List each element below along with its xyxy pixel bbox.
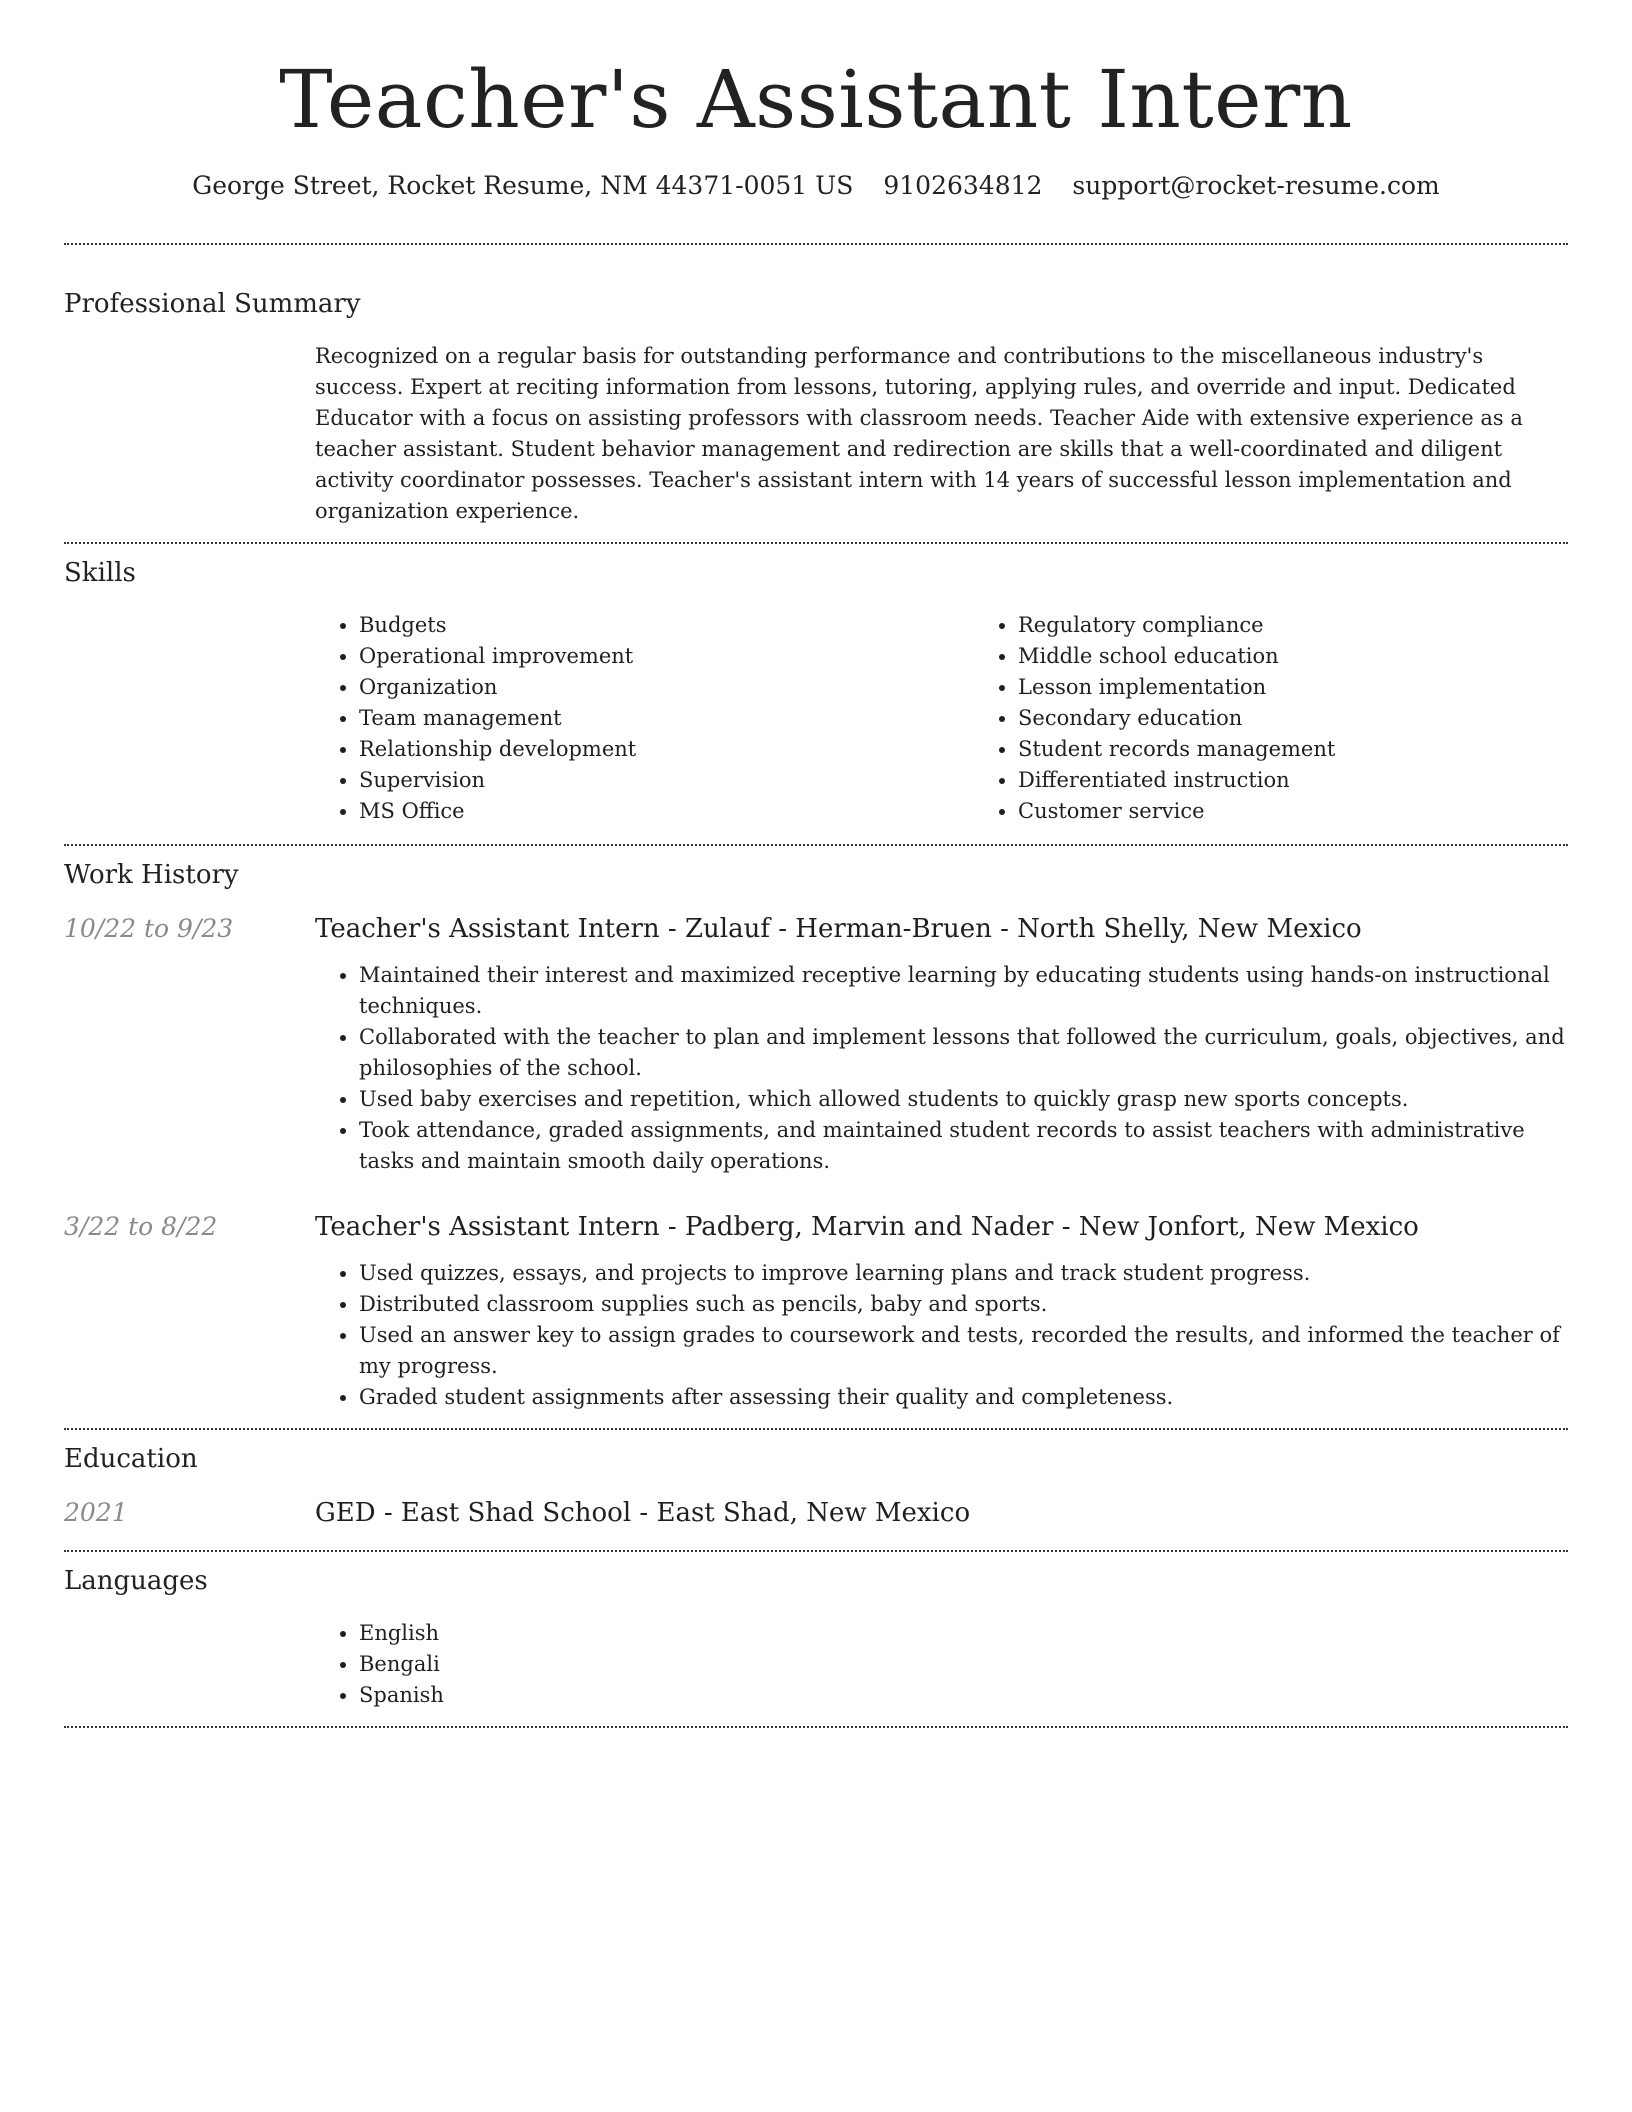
language-item: • Spanish: [359, 1680, 1568, 1711]
job-bullet: • Collaborated with the teacher to plan and implement lessons that followed the curriculum, goals, objectives, and philosophies of the school.: [359, 1022, 1568, 1084]
job-bullet: • Took attendance, graded assignments, and maintained student records to assist teachers with administrative tasks and maintain smooth daily operations.: [359, 1115, 1568, 1177]
job-bullet: • Used quizzes, essays, and projects to improve learning plans and track student progress.: [359, 1258, 1568, 1289]
languages-section-title: Languages: [64, 1566, 208, 1596]
education-year: 2021: [64, 1498, 128, 1527]
skills-row: [64, 610, 1568, 827]
skill-item: • Secondary education: [1018, 703, 1632, 734]
education-section-title: Education: [64, 1444, 198, 1474]
section-divider: [64, 243, 1568, 245]
job-bullets: [315, 960, 1568, 1177]
summary-row: [64, 341, 1568, 527]
skill-item: • Relationship development: [359, 734, 974, 765]
skill-item: • MS Office: [359, 796, 974, 827]
resume-page: [64, 0, 1568, 1728]
summary-left-spacer: [64, 341, 315, 527]
summary-section-title: Professional Summary: [64, 289, 361, 319]
skills-grid: [315, 610, 1632, 827]
contact-line: [64, 169, 1568, 203]
job-bullets: [315, 1258, 1568, 1413]
job-heading: Teacher's Assistant Intern - Padberg, Marvin and Nader - New Jonfort, New Mexico: [315, 1212, 1419, 1242]
job-bullet: • Maintained their interest and maximized receptive learning by educating students using hands-on instructional techniques.: [359, 960, 1568, 1022]
job-bullet: • Used baby exercises and repetition, which allowed students to quickly grasp new sports concepts.: [359, 1084, 1568, 1115]
skills-list-left: [315, 610, 974, 827]
section-divider: [64, 1726, 1568, 1728]
skill-item: • Organization: [359, 672, 974, 703]
skill-item: • Budgets: [359, 610, 974, 641]
contact-phone: 9102634812: [883, 171, 1043, 200]
skill-item: • Regulatory compliance: [1018, 610, 1632, 641]
section-divider: [64, 844, 1568, 846]
skill-item: • Customer service: [1018, 796, 1632, 827]
skills-section-title: Skills: [64, 558, 136, 588]
summary-text: Recognized on a regular basis for outstanding performance and contributions to the miscellaneous industry's success. Expert at reciting information from lessons, tutoring, applying rules, and override and input. Dedicated Educator with a focus on assisting professors with classroom needs. Teacher Aide with extensive experience as a teacher assistant. Student behavior management and redirection are skills that a well-coordinated and diligent activity coordinator possesses. Teacher's assistant intern with 14 years of successful lesson implementation and organization experience.: [315, 344, 1523, 523]
skill-item: • Differentiated instruction: [1018, 765, 1632, 796]
skill-item: • Team management: [359, 703, 974, 734]
work-section-title: Work History: [64, 860, 239, 890]
contact-email: support@rocket-resume.com: [1072, 171, 1440, 200]
job-bullet: • Graded student assignments after assessing their quality and completeness.: [359, 1382, 1568, 1413]
section-divider: [64, 542, 1568, 544]
languages-list: [315, 1618, 1568, 1711]
job-heading: Teacher's Assistant Intern - Zulauf - Herman-Bruen - North Shelly, New Mexico: [315, 914, 1362, 944]
skill-item: • Student records management: [1018, 734, 1632, 765]
skill-item: • Operational improvement: [359, 641, 974, 672]
skill-item: • Lesson implementation: [1018, 672, 1632, 703]
education-entry: [64, 1496, 1568, 1530]
skills-list-right: [974, 610, 1632, 827]
job-bullet: • Used an answer key to assign grades to coursework and tests, recorded the results, and informed the teacher of my progress.: [359, 1320, 1568, 1382]
job-entry: [64, 912, 1568, 1177]
job-dates: 3/22 to 8/22: [64, 1212, 218, 1241]
language-item: • Bengali: [359, 1649, 1568, 1680]
job-dates: 10/22 to 9/23: [64, 914, 234, 943]
job-bullet: • Distributed classroom supplies such as pencils, baby and sports.: [359, 1289, 1568, 1320]
contact-address: George Street, Rocket Resume, NM 44371-0051 US: [192, 171, 854, 200]
resume-name-heading: Teacher's Assistant Intern: [279, 53, 1353, 146]
languages-row: [64, 1618, 1568, 1711]
job-entry: [64, 1210, 1568, 1413]
skill-item: • Supervision: [359, 765, 974, 796]
section-divider: [64, 1428, 1568, 1430]
language-item: • English: [359, 1618, 1568, 1649]
skills-left-spacer: [64, 610, 315, 827]
education-heading: GED - East Shad School - East Shad, New Mexico: [315, 1498, 971, 1528]
skill-item: • Middle school education: [1018, 641, 1632, 672]
section-divider: [64, 1550, 1568, 1552]
languages-left-spacer: [64, 1618, 315, 1711]
